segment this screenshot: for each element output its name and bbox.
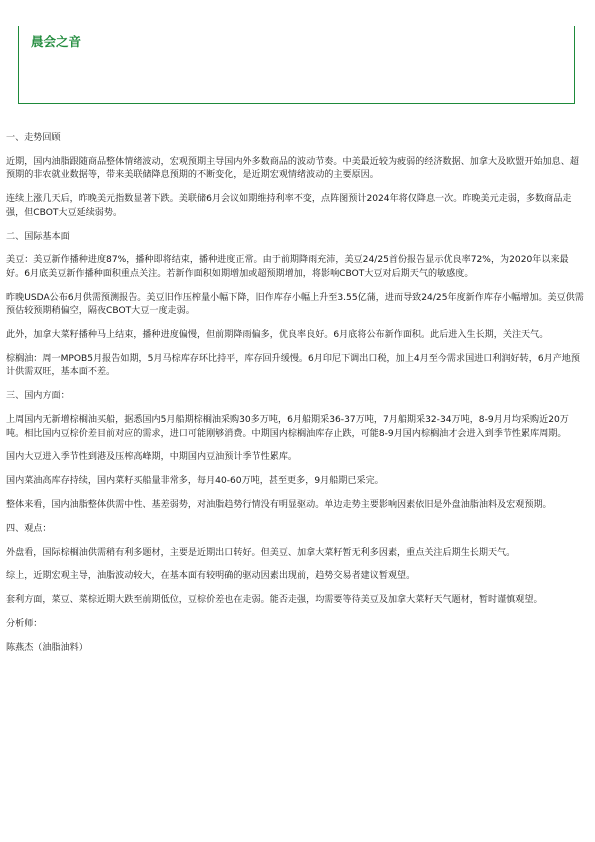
paragraph: 套利方面，菜豆、菜棕近期大跌至前期低位，豆棕价差也在走弱。能否走强，均需要等待美豆及加拿大菜籽天气题材，暂时谨慎观望。: [6, 595, 543, 606]
article-body: [6, 132, 584, 665]
section-heading: 四、观点：: [6, 523, 52, 534]
paragraph: 上周国内无新增棕榈油买船，据悉国内5月船期棕榈油采购30多万吨，6月船期采36-37万吨，7月船期采32-34万吨，8-9月月均采购近20万吨。相比国内豆棕价差目前对应的需求，进口可能刚够消费。中期国内棕榈油库存止跌，可能8-9月国内棕榈油才会进入到季节性累库周期。: [6, 415, 569, 439]
paragraph: 近期，国内油脂跟随商品整体情绪波动，宏观预期主导国内外多数商品的波动节奏。中美最近较为疲弱的经济数据、加拿大及欧盟开始加息、超预期的非农就业数据等，带来美联储降息预期的不断变化，是近期宏观情绪波动的主要原因。: [6, 156, 579, 181]
analyst-label: 分析师：: [6, 618, 43, 629]
paragraph: 整体来看，国内油脂整体供需中性、基差弱势，对油脂趋势行情没有明显驱动。单边走势主要影响因素依旧是外盘油脂油料及宏观预期。: [6, 499, 552, 510]
section-title: 晨会之音: [31, 34, 82, 49]
paragraph: 昨晚USDA公布6月供需预测报告。美豆旧作压榨量小幅下降，旧作库存小幅上升至3.55亿蒲，进而导致24/25年度新作库存小幅增加。美豆供需预估较预期稍偏空，隔夜CBOT大豆一度走弱。: [6, 292, 584, 317]
paragraph: 美豆：美豆新作播种进度87%，播种即将结束，播种进度正常。由于前期降雨充沛，美豆24/25首份报告显示优良率72%，为2020年以来最好。6月底美豆新作播种面积重点关注。若新作面积如期增加或超预期增加，将影响CBOT大豆对后期天气的敏感度。: [6, 255, 569, 279]
section-heading: 三、国内方面：: [6, 391, 70, 402]
header-box: [18, 26, 575, 104]
paragraph: 外盘看，国际棕榈油供需稍有利多题材，主要是近期出口转好。但美豆、加拿大菜籽暂无利多因素，重点关注后期生长期天气。: [6, 547, 516, 558]
paragraph: 国内菜油高库存持续，国内菜籽买船量非常多，每月40-60万吨，甚至更多，9月船期已采完。: [6, 476, 384, 487]
section-heading: 二、国际基本面: [6, 231, 70, 242]
section-heading: 一、走势回顾: [6, 133, 61, 143]
paragraph: 此外，加拿大菜籽播种马上结束，播种进度偏慢，但前期降雨偏多，优良率良好。6月底将公布新作面积。此后进入生长期，关注天气。: [6, 330, 549, 341]
paragraph: 棕榈油：周一MPOB5月报告如期，5月马棕库存环比持平，库存回升缓慢。6月印尼下调出口税，加上4月至今需求国进口利润好转，6月产地预计供需双旺，基本面不差。: [6, 353, 580, 378]
paragraph: 国内大豆进入季节性到港及压榨高峰期，中期国内豆油预计季节性累库。: [6, 452, 298, 463]
analyst-name: 陈燕杰（油脂油料）: [6, 642, 88, 653]
paragraph: 综上，近期宏观主导，油脂波动较大，在基本面有较明确的驱动因素出现前，趋势交易者建议暂观望。: [6, 571, 416, 582]
paragraph: 连续上涨几天后，昨晚美元指数显著下跌。美联储6月会议如期维持利率不变，点阵图预计2024年将仅降息一次。昨晚美元走弱，多数商品走强，但CBOT大豆延续弱势。: [6, 194, 572, 218]
